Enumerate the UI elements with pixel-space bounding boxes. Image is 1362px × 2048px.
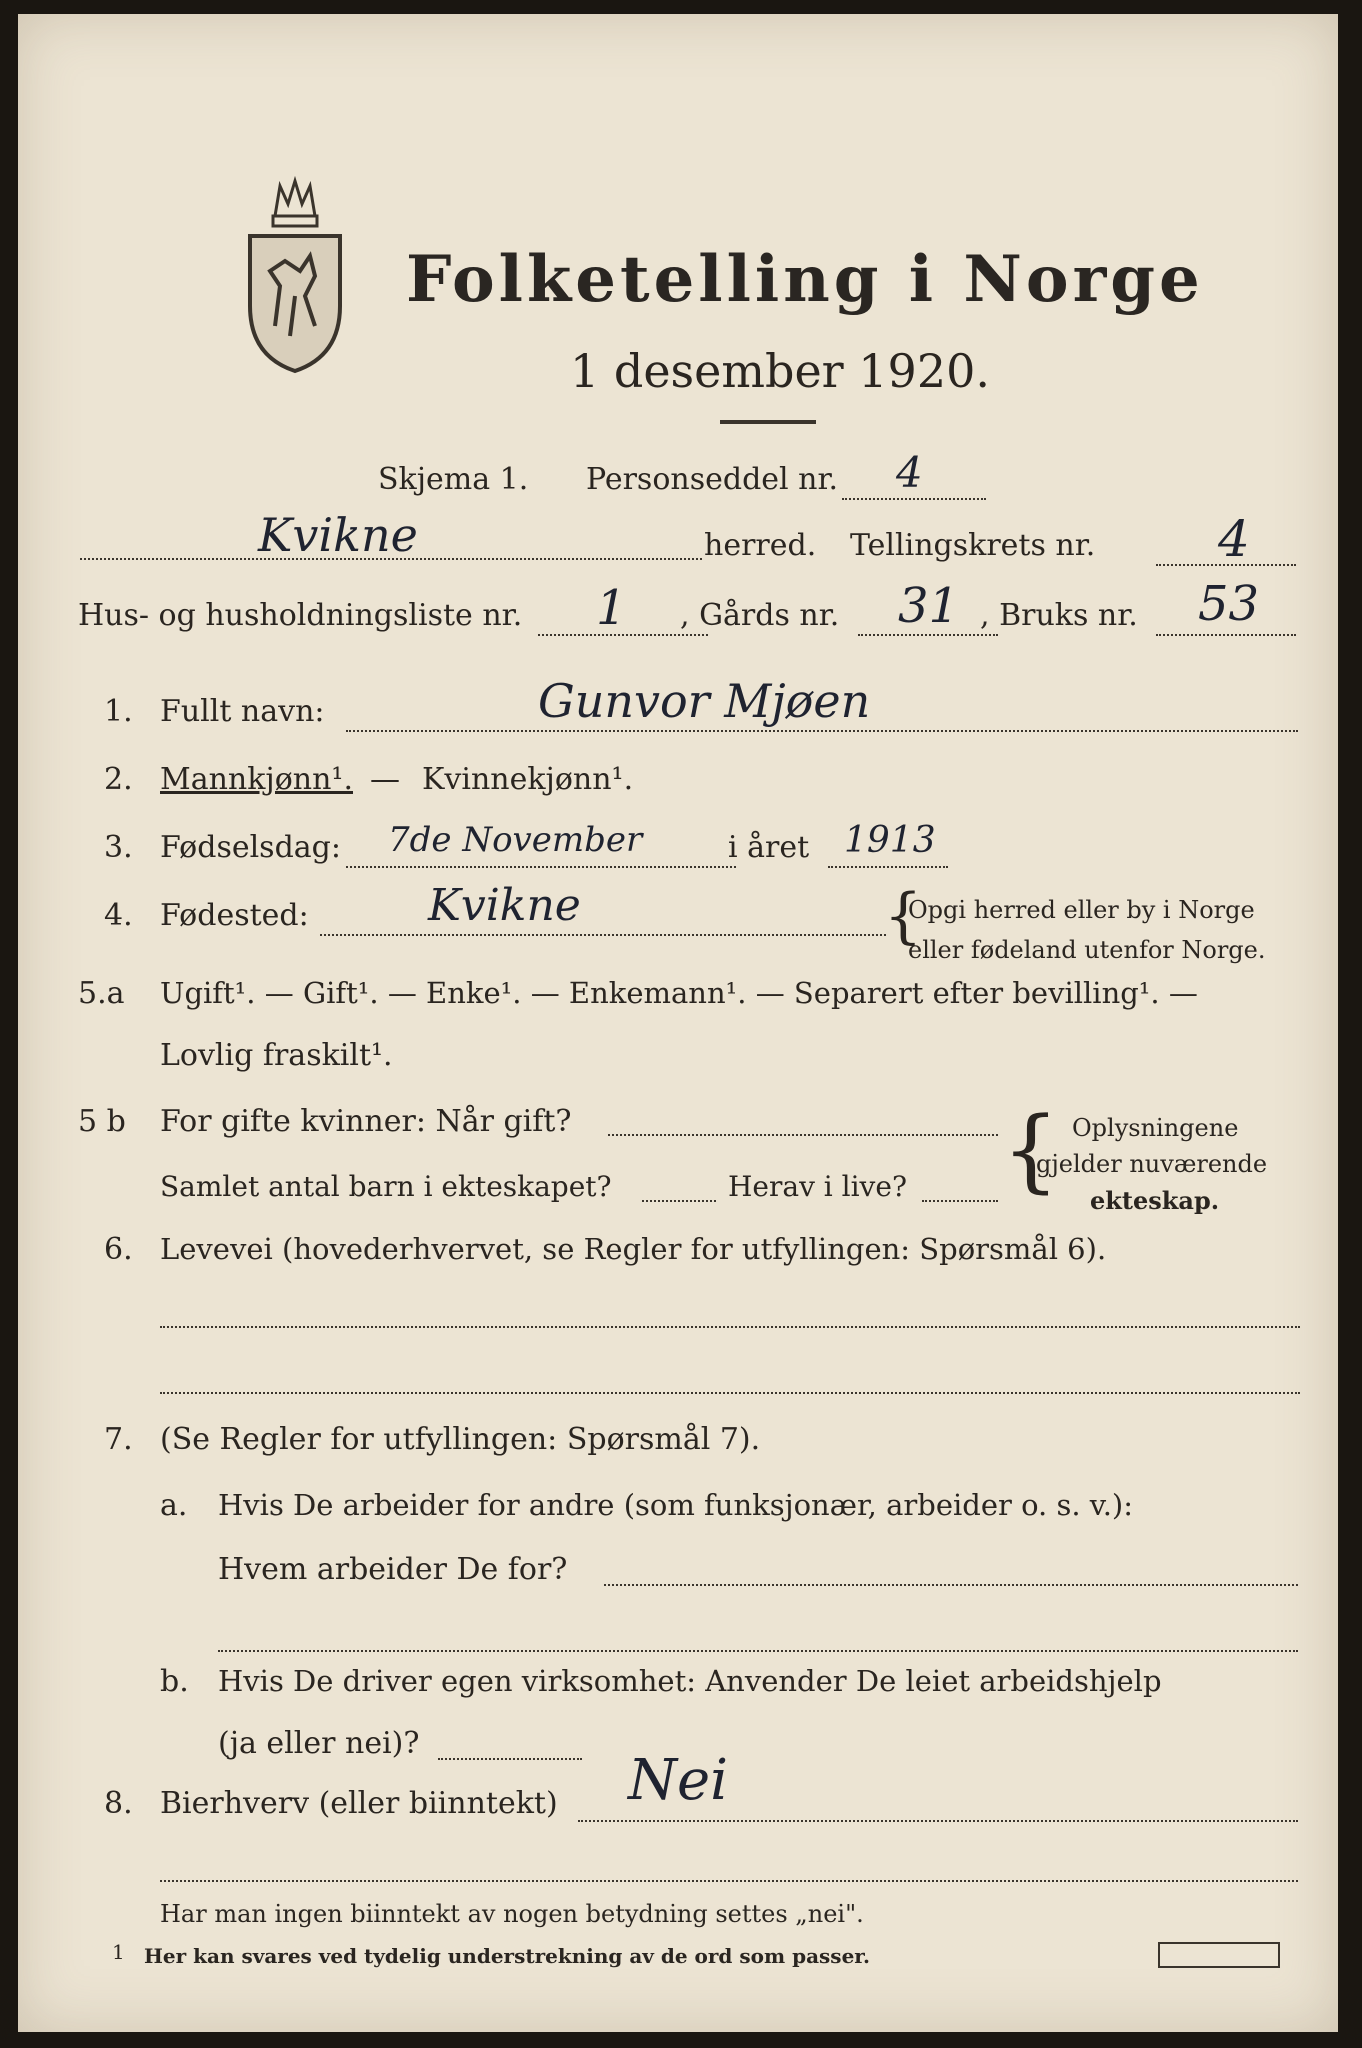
schema-label: Skjema 1. [378,462,529,497]
q8-line [578,1820,1298,1822]
q5b-number: 5 b [78,1104,126,1139]
q7-number: 7. [104,1422,133,1457]
footnote-text: Her kan svares ved tydelig understrekning av de ord som passer. [144,1944,870,1968]
personseddel-value: 4 [896,448,923,497]
q5b-alive-line [922,1200,998,1202]
q1-line [346,730,1298,732]
q5a-line2: Lovlig fraskilt¹. [160,1038,393,1073]
q7a-line1: Hvis De arbeider for andre (som funksjonær, arbeider o. s. v.): [218,1488,1134,1522]
q5b-children-label: Samlet antal barn i ekteskapet? [160,1170,612,1203]
q3-label: Fødselsdag: [160,830,341,865]
q2-male: Mannkjønn¹. [160,762,353,797]
tellingskrets-label: Tellingskrets nr. [850,528,1096,563]
q1-number: 1. [104,694,133,729]
herred-label: herred. [704,528,817,563]
q6-number: 6. [104,1232,133,1267]
q5b-married-line [608,1134,998,1136]
personseddel-line [842,498,986,500]
q2-female: Kvinnekjønn¹. [422,762,634,797]
census-date: 1 desember 1920. [570,344,990,398]
q8-value: Nei [628,1748,729,1813]
husliste-value: 1 [596,580,627,636]
q5b-alive-label: Herav i live? [728,1170,907,1203]
q3-year-line [828,866,948,868]
footnote-mark: 1 [112,1940,125,1964]
q4-number: 4. [104,898,133,933]
gards-label: , Gårds nr. [680,598,840,633]
q5b-note-line2: gjelder nuværende [1036,1150,1268,1178]
q7a-line2: Hvem arbeider De for? [218,1552,568,1587]
q4-brace: { [884,881,923,951]
q2-separator: — [370,762,400,797]
q6-line1 [160,1326,1300,1328]
q2-number: 2. [104,762,133,797]
q4-note-line1: Opgi herred eller by i Norge [908,896,1255,924]
q7a-answer-line [604,1584,1298,1586]
q7b-line2: (ja eller nei)? [218,1726,420,1761]
herred-value: Kvikne [258,508,418,562]
q5a-number: 5.a [78,976,125,1011]
q3-number: 3. [104,830,133,865]
bruks-line [1156,634,1296,636]
q1-label: Fullt navn: [160,694,325,729]
q8-number: 8. [104,1786,133,1821]
bruks-label: , Bruks nr. [980,598,1138,633]
q7-label: (Se Regler for utfyllingen: Spørsmål 7). [160,1422,761,1457]
q5a-line1: Ugift¹. — Gift¹. — Enke¹. — Enkemann¹. — Separert efter bevilling¹. — [160,976,1198,1010]
q6-line2 [160,1392,1300,1394]
printer-stamp [1158,1942,1280,1968]
q3-value: 7de November [388,820,643,860]
q8-note: Har man ingen biinntekt av nogen betydning settes „nei". [160,1900,864,1928]
q3-year-value: 1913 [844,820,936,861]
page-title: Folketelling i Norge [406,242,1204,317]
q5b-children-line [642,1200,716,1202]
q5b-note-line1: Oplysningene [1072,1114,1239,1142]
coat-of-arms-icon [240,176,350,376]
q1-value: Gunvor Mjøen [538,674,871,728]
q6-label: Levevei (hovederhvervet, se Regler for utfyllingen: Spørsmål 6). [160,1232,1107,1266]
q3-year-label: i året [728,830,810,865]
husliste-label: Hus- og husholdningsliste nr. [78,598,523,633]
bruks-value: 53 [1198,576,1260,632]
q4-note-line2: eller fødeland utenfor Norge. [908,936,1266,964]
q8-label: Bierhverv (eller biinntekt) [160,1786,558,1821]
q4-label: Fødested: [160,898,309,933]
q7a-answer-line2 [218,1650,1298,1652]
personseddel-label: Personseddel nr. [586,462,839,497]
title-divider [720,420,816,424]
q7a-letter: a. [160,1488,188,1523]
tellingskrets-value: 4 [1218,510,1250,568]
gards-line [858,634,998,636]
q4-line [320,934,886,936]
gards-value: 31 [898,578,960,634]
census-form [18,14,1338,2032]
q7b-answer-line [438,1758,582,1760]
q7b-letter: b. [160,1664,189,1699]
q5b-brace: { [1002,1098,1060,1203]
q8-line2 [160,1880,1298,1882]
q5b-note-line3: ekteskap. [1090,1186,1220,1215]
q4-value: Kvikne [428,880,581,931]
q5b-line1: For gifte kvinner: Når gift? [160,1104,572,1139]
q3-line [346,866,736,868]
q7b-line1: Hvis De driver egen virksomhet: Anvender De leiet arbeidshjelp [218,1664,1162,1698]
